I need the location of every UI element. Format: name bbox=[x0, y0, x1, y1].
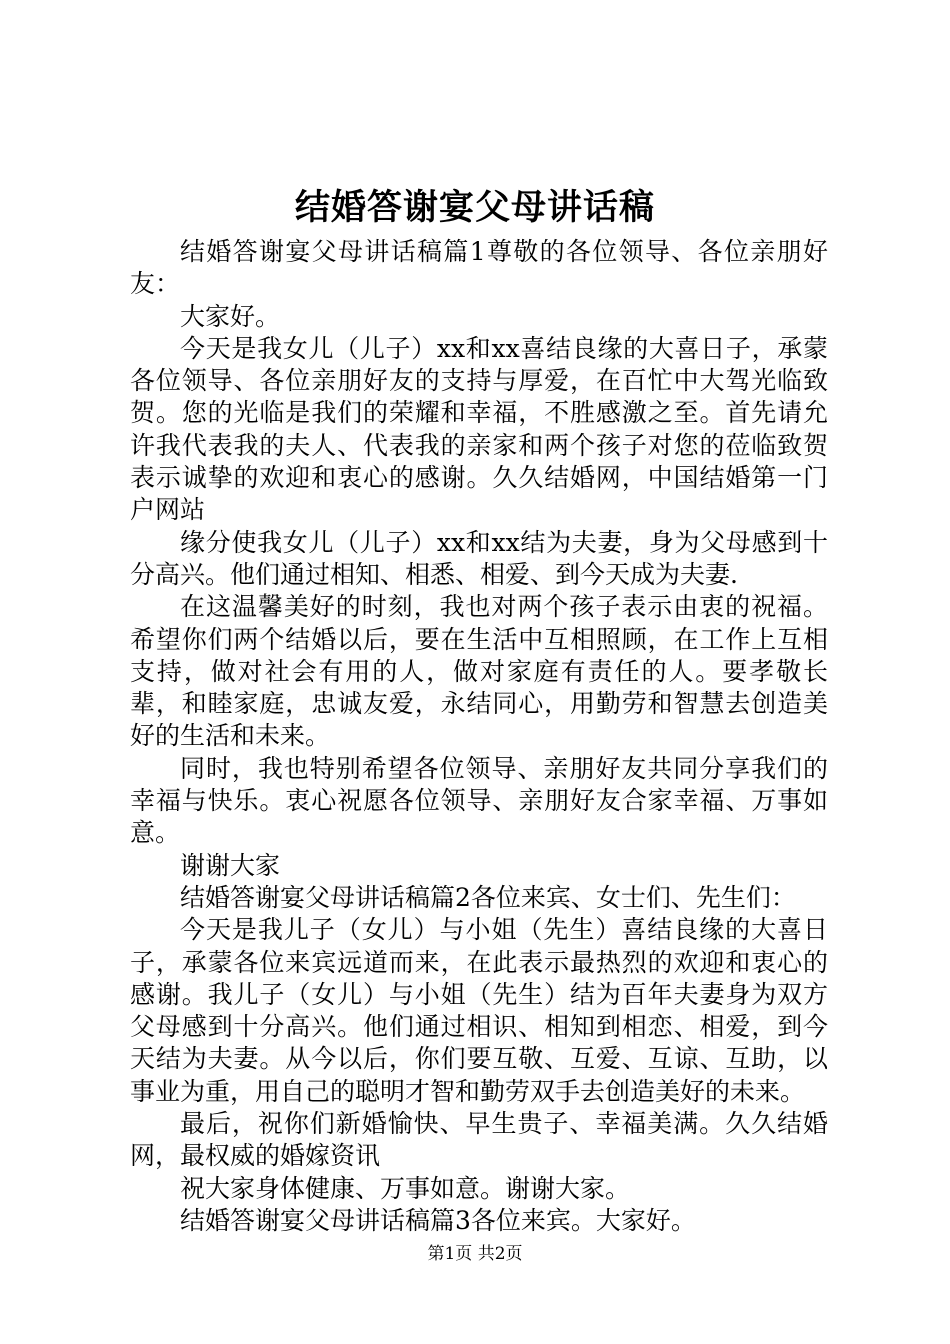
document-title: 结婚答谢宴父母讲话稿 bbox=[294, 187, 655, 228]
paragraph-speech-2-closing: 祝大家身体健康、万事如意。谢谢大家。 bbox=[180, 1173, 631, 1203]
paragraph-speech-3-heading: 结婚答谢宴父母讲话稿篇3各位来宾。大家好。 bbox=[180, 1205, 696, 1235]
paragraph-fate: 缘分使我女儿（儿子）xx和xx结为夫妻，身为父母感到十分高兴。他们通过相知、相悉、相爱、到今天成为夫妻. bbox=[130, 527, 828, 589]
document-body bbox=[130, 236, 828, 1237]
paragraph-speech-2-heading: 结婚答谢宴父母讲话稿篇2各位来宾、女士们、先生们： bbox=[180, 882, 796, 912]
paragraph-speech-2-body: 今天是我儿子（女儿）与小姐（先生）喜结良缘的大喜日子，承蒙各位来宾远道而来，在此表示最热烈的欢迎和衷心的感谢。我儿子（女儿）与小姐（先生）结为百年夫妻身为双方父母感到十分高兴。他们通过相识、相知到相恋、相爱，到今天结为夫妻。从今以后，你们要互敬、互爱、互谅、互助，以事业为重，用自己的聪明才智和勤劳双手去创造美好的未来。 bbox=[130, 915, 828, 1106]
paragraph-opening-salutation: 结婚答谢宴父母讲话稿篇1尊敬的各位领导、各位亲朋好友： bbox=[130, 237, 828, 299]
page-number: 第1页 共2页 bbox=[427, 1244, 523, 1264]
paragraph-thanks: 谢谢大家 bbox=[180, 850, 281, 880]
paragraph-welcome: 今天是我女儿（儿子）xx和xx喜结良缘的大喜日子，承蒙各位领导、各位亲朋好友的支持与厚爱，在百忙中大驾光临致贺。您的光临是我们的荣耀和幸福，不胜感激之至。首先请允许我代表我的夫人、代表我的亲家和两个孩子对您的莅临致贺表示诚挚的欢迎和衷心的感谢。久久结婚网，中国结婚第一门户网站 bbox=[130, 333, 828, 525]
paragraph-blessing: 在这温馨美好的时刻，我也对两个孩子表示由衷的祝福。希望你们两个结婚以后，要在生活中互相照顾，在工作上互相支持，做对社会有用的人，做对家庭有责任的人。要孝敬长辈，和睦家庭，忠诚友爱，永结同心，用勤劳和智慧去创造美好的生活和未来。 bbox=[130, 592, 828, 751]
paragraph-greeting: 大家好。 bbox=[180, 301, 281, 331]
paragraph-share-happiness: 同时，我也特别希望各位领导、亲朋好友共同分享我们的幸福与快乐。衷心祝愿各位领导、亲朋好友合家幸福、万事如意。 bbox=[130, 753, 828, 848]
paragraph-speech-2-wishes: 最后，祝你们新婚愉快、早生贵子、幸福美满。久久结婚网，最权威的婚嫁资讯 bbox=[130, 1109, 828, 1171]
